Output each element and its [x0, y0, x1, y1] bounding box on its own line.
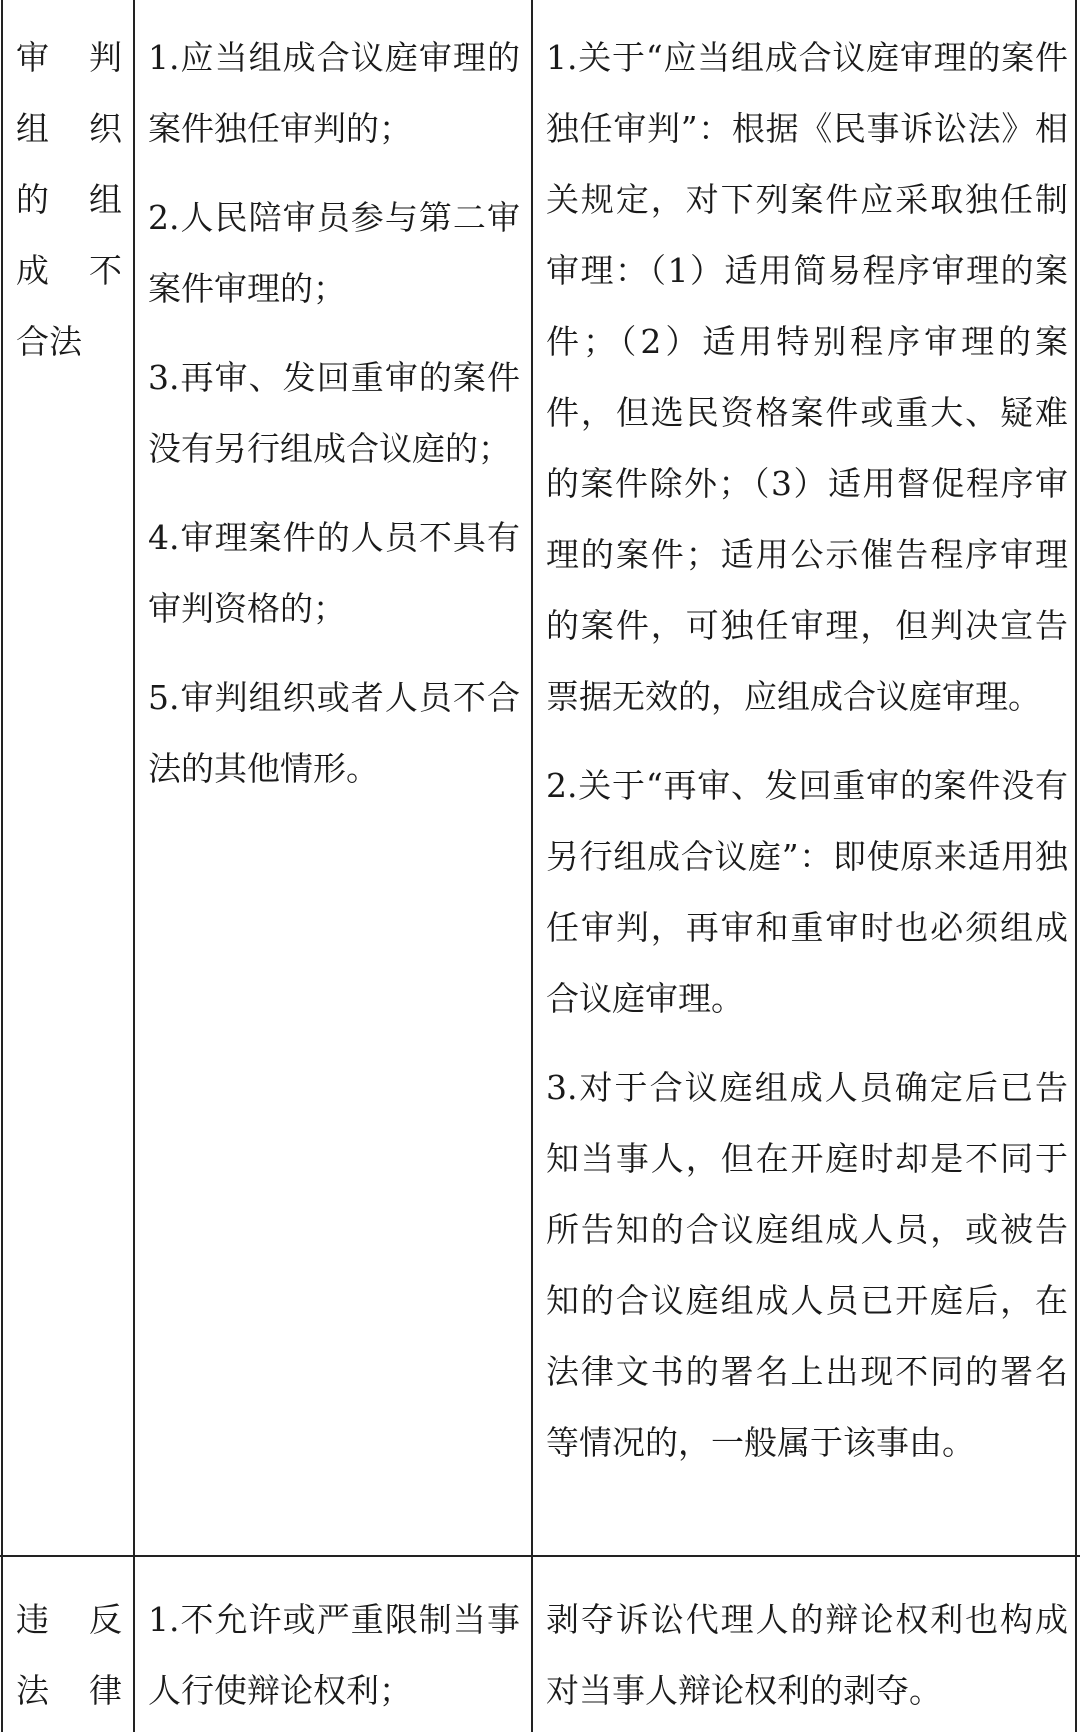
situation-item: 1.不允许或严重限制当事人行使辩论权利；: [148, 1600, 520, 1710]
row-2-notes: [546, 1584, 1068, 1726]
situation-item: 1.应当组成合议庭审理的案件独任审判的；: [148, 38, 520, 148]
category-char: 律: [89, 1671, 122, 1710]
table-row-divider: [0, 1555, 1080, 1557]
row-2-category: [16, 1584, 122, 1726]
category-line: [16, 306, 122, 377]
category-char: 成: [16, 251, 49, 290]
row-2-situations: [148, 1584, 520, 1726]
row-1-notes: [546, 22, 1068, 1478]
category-char: 合法: [16, 322, 82, 361]
table-border-left: [1, 0, 3, 1732]
row-1-situations: [148, 22, 520, 804]
category-char: 不: [89, 251, 122, 290]
category-char: 判: [89, 38, 122, 77]
category-line: [16, 22, 122, 93]
category-char: 反: [89, 1600, 122, 1639]
category-char: 织: [89, 109, 122, 148]
situation-item: 4.审理案件的人员不具有审判资格的；: [148, 518, 520, 628]
category-char: 法: [16, 1671, 49, 1710]
situation-item: 5.审判组织或者人员不合法的其他情形。: [148, 678, 520, 788]
note-paragraph: 2.关于“再审、发回重审的案件没有另行组成合议庭”：即使原来适用独任审判，再审和重审时也必须组成合议庭审理。: [546, 766, 1068, 1018]
note-paragraph: 1.关于“应当组成合议庭审理的案件独任审判”：根据《民事诉讼法》相关规定，对下列案件应采取独任制审理：（1）适用简易程序审理的案件；（2）适用特别程序审理的案件，但选民资格案件或重大、疑难的案件除外；（3）适用督促程序审理的案件；适用公示催告程序审理的案件，可独任审理，但判决宣告票据无效的，应组成合议庭审理。: [546, 38, 1068, 716]
category-char: 组: [89, 180, 122, 219]
category-char: 组: [16, 109, 49, 148]
category-line: [16, 93, 122, 164]
category-char: 违: [16, 1600, 49, 1639]
category-char: 的: [16, 180, 49, 219]
note-paragraph: 3.对于合议庭组成人员确定后已告知当事人，但在开庭时却是不同于所告知的合议庭组成人员，或被告知的合议庭组成人员已开庭后，在法律文书的署名上出现不同的署名等情况的，一般属于该事由。: [546, 1068, 1068, 1462]
situation-item: 2.人民陪审员参与第二审案件审理的；: [148, 198, 520, 308]
note-paragraph: 剥夺诉讼代理人的辩论权利也构成对当事人辩论权利的剥夺。: [546, 1600, 1068, 1710]
table-divider-1: [133, 0, 135, 1732]
table-border-right: [1075, 0, 1077, 1732]
category-line: [16, 164, 122, 235]
category-line: [16, 1655, 122, 1726]
category-char: 审: [16, 38, 49, 77]
row-1-category: [16, 22, 122, 377]
table-divider-2: [531, 0, 533, 1732]
category-line: [16, 1584, 122, 1655]
category-line: [16, 235, 122, 306]
situation-item: 3.再审、发回重审的案件没有另行组成合议庭的；: [148, 358, 520, 468]
